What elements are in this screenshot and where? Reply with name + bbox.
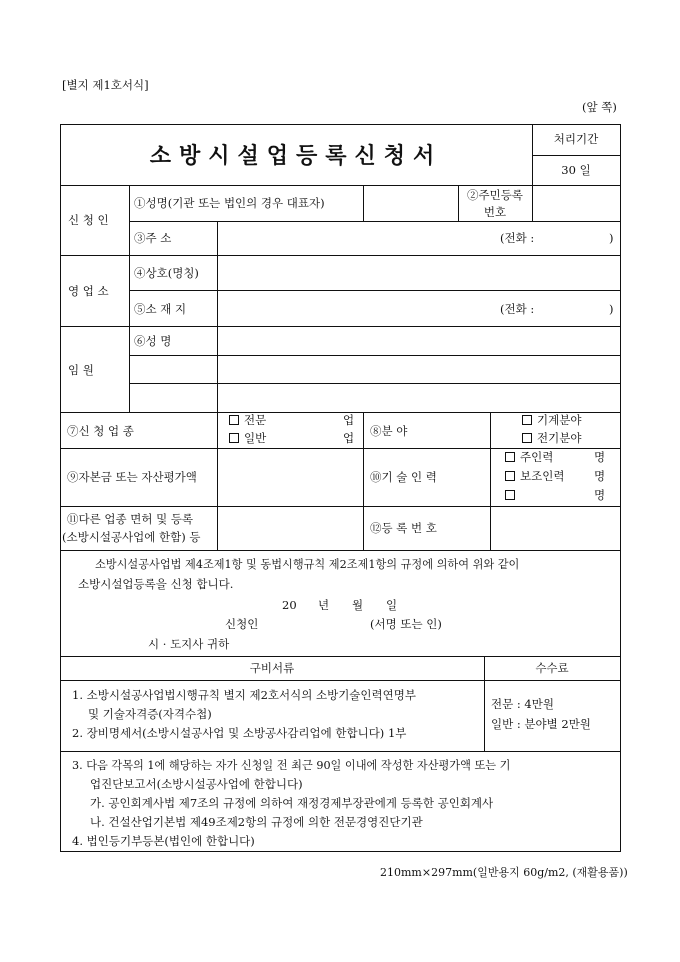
industry-suffix-1: 업	[343, 413, 355, 427]
document-item-3b: 나. 건설산업기본법 제49조제2항의 규정에 의한 전문경영진단기관	[90, 815, 423, 829]
field-option-mechanical[interactable]: 기계분야	[522, 413, 581, 427]
address-phone-label: (전화 :	[500, 231, 535, 245]
checkbox-icon[interactable]	[522, 415, 532, 425]
other-license-label-2: (소방시설공사업에 한함) 등	[62, 530, 201, 544]
tech-unit-1: 명	[594, 450, 606, 464]
tech-unit-2: 명	[594, 469, 606, 483]
document-item-3: 3. 다음 각목의 1에 해당하는 자가 신청일 전 최근 90일 이내에 작성한 자산평가액 또는 기	[72, 759, 511, 772]
industry-option-specialist[interactable]: 전문	[229, 413, 266, 427]
business-section-label: 영 업 소	[68, 284, 109, 298]
other-license-label: ⑪다른 업종 면허 및 등록	[67, 512, 194, 526]
date-year: 20	[282, 598, 297, 612]
document-item-2: 2. 장비명세서(소방시설공사업 및 소방공사감리업에 한합니다) 1부	[72, 726, 407, 740]
field-label: ⑧분 야	[370, 424, 408, 438]
document-item-3-cont: 업진단보고서(소방시설공사업에 한합니다)	[90, 777, 303, 791]
date-month-suffix: 월	[352, 598, 364, 612]
industry-option-general[interactable]: 일반	[229, 431, 266, 445]
checkbox-icon[interactable]	[229, 433, 239, 443]
page-side-label: (앞 쪽)	[582, 100, 617, 114]
address-phone-close: )	[609, 231, 614, 245]
signature-note: (서명 또는 인)	[370, 617, 442, 631]
processing-period-label: 처리기간	[553, 132, 599, 146]
field-option-electrical[interactable]: 전기분야	[522, 431, 581, 445]
tech-unit-3: 명	[594, 488, 606, 502]
checkbox-icon[interactable]	[522, 433, 532, 443]
tech-personnel-label: ⑩기 술 인 력	[370, 470, 437, 484]
fee-specialist: 전문 : 4만원	[491, 697, 554, 711]
fee-general: 일반 : 분야별 2만원	[491, 717, 591, 731]
registration-number-label: ⑫등 록 번 호	[370, 521, 437, 535]
applicant-section-label: 신 청 인	[68, 213, 109, 227]
capital-field[interactable]	[218, 449, 362, 505]
officer-field-3[interactable]	[218, 384, 620, 411]
officer-field-1[interactable]	[218, 327, 620, 354]
trade-name-label: ④상호(명칭)	[134, 266, 199, 280]
declaration-line-1: 소방시설공사업법 제4조제1항 및 동법시행규칙 제2조제1항의 규정에 의하여 위와 같이	[95, 558, 520, 571]
date-day-suffix: 일	[386, 598, 398, 612]
business-phone-close: )	[609, 302, 614, 316]
address-field[interactable]	[218, 222, 496, 254]
officers-section-label: 임 원	[68, 363, 94, 377]
applicant-name-field[interactable]	[364, 186, 457, 220]
document-item-1-cont: 및 기술자격증(자격수첩)	[88, 707, 212, 721]
other-license-field[interactable]	[218, 507, 362, 549]
checkbox-icon[interactable]	[505, 490, 515, 500]
business-location-field[interactable]	[218, 291, 496, 325]
checkbox-icon[interactable]	[229, 415, 239, 425]
checkbox-icon[interactable]	[505, 452, 515, 462]
industry-suffix-2: 업	[343, 431, 355, 445]
date-year-suffix: 년	[318, 598, 330, 612]
fee-header: 수수료	[535, 661, 569, 675]
processing-period-value: 30 일	[561, 163, 591, 177]
form-title: 소방시설업등록신청서	[149, 143, 443, 169]
registration-number-field[interactable]	[491, 507, 620, 549]
document-item-4: 4. 법인등기부등본(법인에 한합니다)	[72, 834, 255, 848]
recipient-label: 시 · 도지사 귀하	[148, 637, 230, 651]
id-number-field[interactable]	[533, 186, 619, 220]
industry-label: ⑦신 청 업 종	[67, 424, 134, 438]
business-phone-label: (전화 :	[500, 302, 535, 316]
id-number-label-2: 번호	[483, 205, 507, 219]
tech-option-main[interactable]: 주인력	[505, 450, 553, 464]
tech-option-other[interactable]	[505, 488, 520, 502]
business-location-label: ⑤소 재 지	[134, 302, 187, 316]
checkbox-icon[interactable]	[505, 471, 515, 481]
tech-option-assistant[interactable]: 보조인력	[505, 469, 564, 483]
paper-spec: 210mm×297mm(일반용지 60g/m2, (재활용품))	[380, 866, 628, 879]
signer-label: 신청인	[225, 617, 259, 631]
capital-label: ⑨자본금 또는 자산평가액	[67, 470, 197, 484]
officer-name-label: ⑥성 명	[134, 334, 172, 348]
declaration-line-2: 소방시설업등록을 신청 합니다.	[78, 577, 234, 591]
applicant-name-label: ①성명(기관 또는 법인의 경우 대표자)	[134, 196, 325, 210]
address-label: ③주 소	[134, 231, 172, 245]
trade-name-field[interactable]	[218, 256, 620, 289]
document-item-3a: 가. 공인회계사법 제7조의 규정에 의하여 재정경제부장관에게 등록한 공인회계사	[90, 796, 494, 810]
documents-header: 구비서류	[249, 661, 295, 675]
document-item-1: 1. 소방시설공사업법시행규칙 별지 제2호서식의 소방기술인력연명부	[72, 688, 416, 702]
officer-field-2[interactable]	[218, 356, 620, 382]
id-number-label: ②주민등록	[467, 188, 523, 202]
form-code: [별지 제1호서식]	[62, 78, 149, 92]
